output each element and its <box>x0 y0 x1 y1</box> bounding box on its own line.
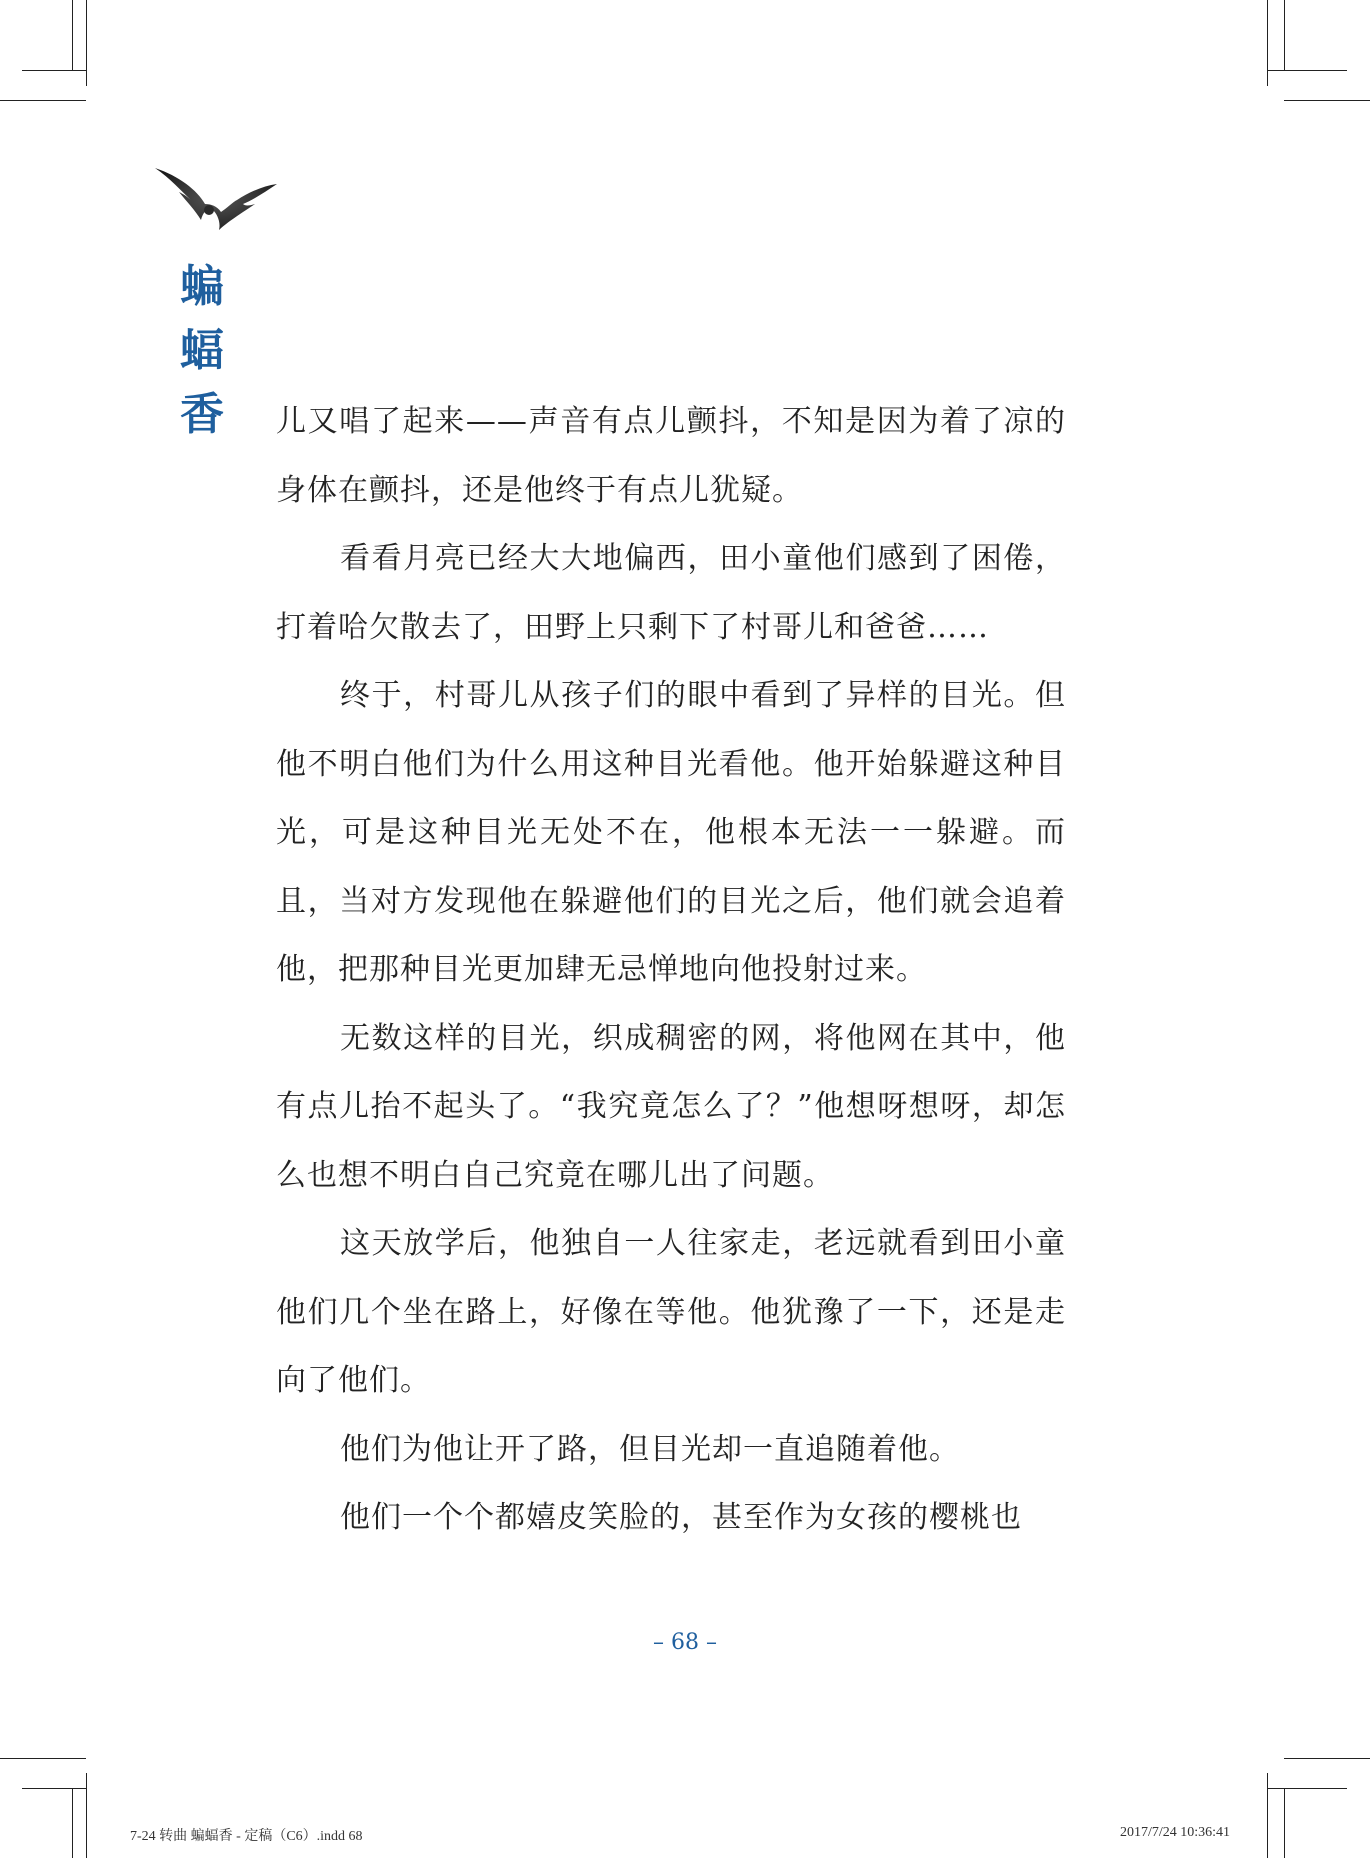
crop-mark <box>1267 1773 1268 1858</box>
paragraph: 这天放学后，他独自一人往家走，老远就看到田小童他们几个坐在路上，好像在等他。他犹豫了一下，还是走向了他们。 <box>276 1226 1066 1398</box>
chapter-title-char: 蝠 <box>180 325 224 376</box>
crop-mark <box>1284 1758 1370 1759</box>
bat-icon <box>145 150 285 260</box>
paragraph: 无数这样的目光，织成稠密的网，将他网在其中，他有点儿抬不起头了。“我究竟怎么了？”他想呀想呀，却怎么也想不明白自己究竟在哪儿出了问题。 <box>276 1020 1066 1193</box>
paragraph: 儿又唱了起来——声音有点儿颤抖，不知是因为着了凉的身体在颤抖，还是他终于有点儿犹疑。 <box>276 404 1066 508</box>
print-slug-timestamp: 2017/7/24 10:36:41 <box>1119 1825 1230 1840</box>
crop-mark <box>22 1788 86 1789</box>
chapter-title-char: 香 <box>180 389 224 440</box>
crop-mark <box>1267 70 1347 71</box>
chapter-title-char: 蝙 <box>180 261 224 312</box>
page-number: – 68 – <box>653 1630 717 1655</box>
crop-mark <box>0 100 86 101</box>
crop-mark <box>1284 1788 1285 1858</box>
paragraph: 终于，村哥儿从孩子们的眼中看到了异样的目光。但他不明白他们为什么用这种目光看他。他开始躲避这种目光，可是这种目光无处不在，他根本无法一一躲避。而且，当对方发现他在躲避他们的目光之后，他们就会追着他，把那种目光更加肆无忌惮地向他投射过来。 <box>276 678 1066 987</box>
paragraph: 他们一个个都嬉皮笑脸的，甚至作为女孩的樱桃也 <box>340 1500 1022 1535</box>
body-text <box>276 388 1066 1553</box>
crop-mark <box>1284 0 1285 70</box>
crop-mark <box>0 1758 86 1759</box>
chapter-title <box>172 255 232 447</box>
crop-mark <box>22 70 86 71</box>
crop-mark <box>72 0 73 70</box>
paragraph: 他们为他让开了路，但目光却一直追随着他。 <box>340 1431 960 1467</box>
crop-mark <box>72 1788 73 1858</box>
crop-mark <box>86 1773 87 1858</box>
crop-mark <box>1267 1788 1347 1789</box>
paragraph: 看看月亮已经大大地偏西，田小童他们感到了困倦，打着哈欠散去了，田野上只剩下了村哥儿和爸爸…… <box>276 541 1066 645</box>
crop-mark <box>1284 100 1370 101</box>
crop-mark <box>1267 0 1268 86</box>
print-slug-file: 7-24 转曲 蝙蝠香 - 定稿（C6）.indd 68 <box>130 1829 363 1844</box>
crop-mark <box>86 0 87 86</box>
